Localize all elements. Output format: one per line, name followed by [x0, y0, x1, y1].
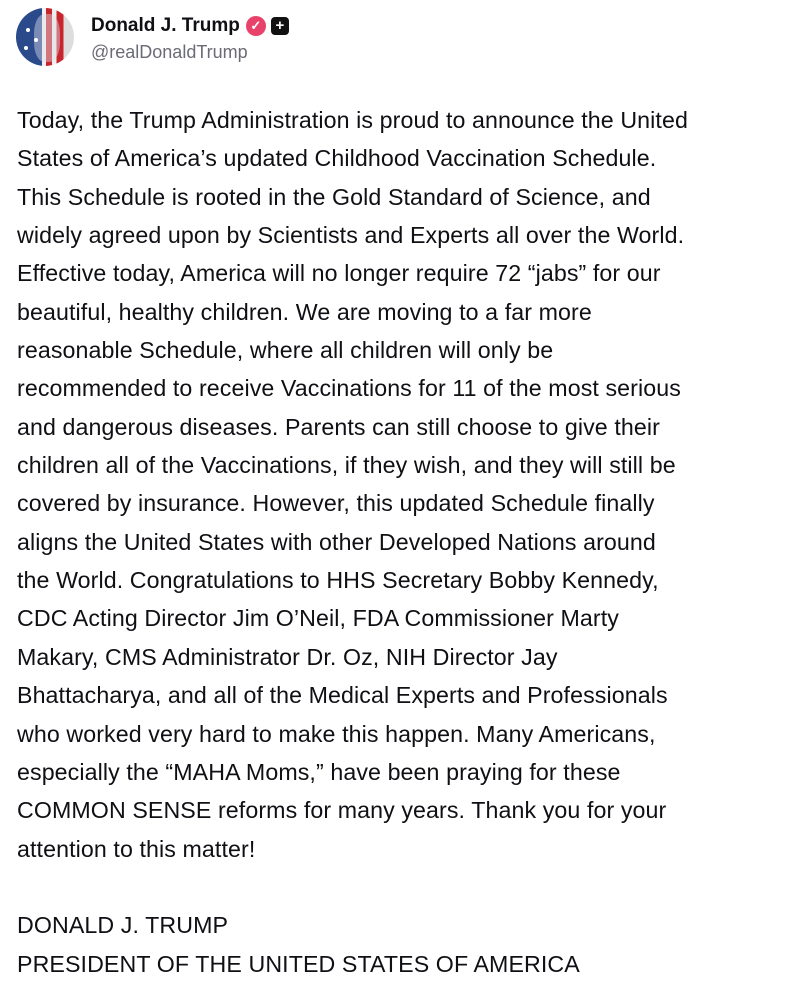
post-text-line: CDC Acting Director Jim O’Neil, FDA Commissioner Marty	[17, 605, 619, 632]
post-header	[16, 8, 289, 66]
post-text-line: This Schedule is rooted in the Gold Standard of Science, and	[17, 183, 651, 210]
post-text-line: COMMON SENSE reforms for many years. Thank you for your	[17, 797, 667, 824]
post-text	[17, 101, 688, 868]
post-text-line: reasonable Schedule, where all children will only be	[17, 337, 554, 364]
post-text-line: attention to this matter!	[17, 835, 256, 862]
post-text-line: especially the “MAHA Moms,” have been praying for these	[17, 758, 621, 785]
signature-line: PRESIDENT OF THE UNITED STATES OF AMERICA	[17, 950, 580, 977]
post-text-line: aligns the United States with other Developed Nations around	[17, 528, 656, 555]
post-text-line: children all of the Vaccinations, if they wish, and they will still be	[17, 452, 676, 479]
author-info	[91, 12, 289, 63]
post-text-line: beautiful, healthy children. We are moving to a far more	[17, 298, 592, 325]
post-text-line: the World. Congratulations to HHS Secretary Bobby Kennedy,	[17, 567, 659, 594]
post-text-line: Effective today, America will no longer require 72 “jabs” for our	[17, 260, 661, 287]
author-handle[interactable]: @realDonaldTrump	[91, 41, 248, 62]
avatar[interactable]	[16, 8, 74, 66]
avatar-star	[34, 38, 38, 42]
name-row	[91, 12, 289, 40]
post-text-line: Makary, CMS Administrator Dr. Oz, NIH Director Jay	[17, 643, 558, 670]
avatar-star	[26, 28, 30, 32]
post-text-line: covered by insurance. However, this updated Schedule finally	[17, 490, 655, 517]
post-text-line: Today, the Trump Administration is proud to announce the United	[17, 107, 688, 133]
author-name[interactable]: Donald J. Trump	[91, 14, 240, 36]
post-text-line: and dangerous diseases. Parents can still choose to give their	[17, 413, 660, 440]
post-text-line: States of America’s updated Childhood Vaccination Schedule.	[17, 145, 657, 172]
plus-badge-icon: +	[271, 17, 289, 35]
post-body	[17, 101, 688, 983]
signature-line: DONALD J. TRUMP	[17, 912, 229, 939]
avatar-face	[34, 14, 60, 62]
post-text-line: widely agreed upon by Scientists and Experts all over the World.	[17, 222, 685, 249]
signature	[17, 906, 688, 983]
post-text-line: recommended to receive Vaccinations for 11 of the most serious	[17, 375, 681, 402]
avatar-star	[24, 46, 28, 50]
blank-line	[17, 868, 688, 906]
post-text-line: Bhattacharya, and all of the Medical Experts and Professionals	[17, 682, 668, 709]
post-text-line: who worked very hard to make this happen. Many Americans,	[17, 720, 656, 747]
verified-badge-icon: ✓	[246, 16, 266, 36]
